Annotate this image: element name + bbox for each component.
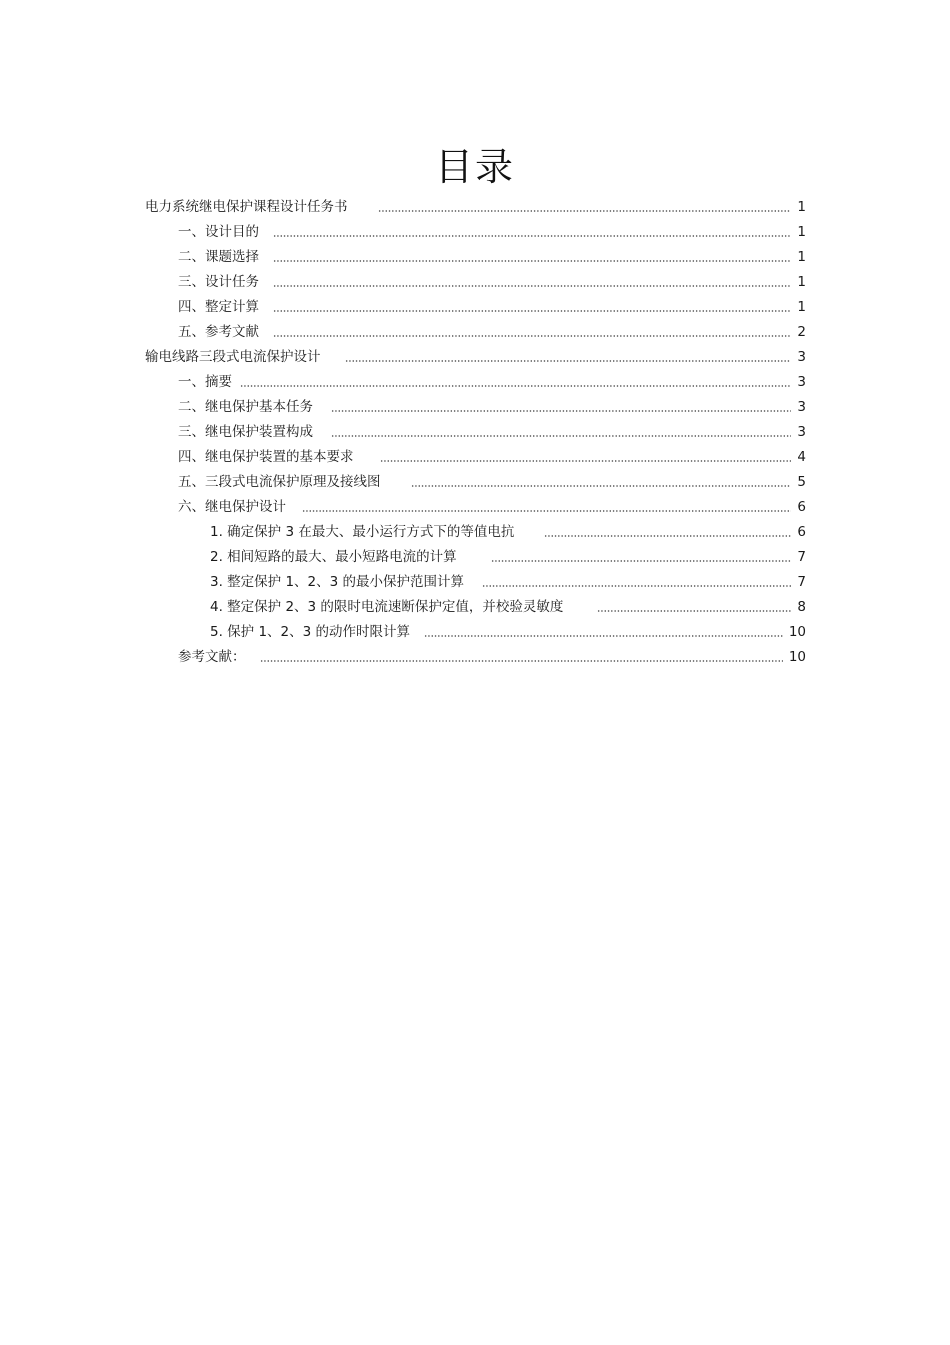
toc-entry-page: 1 bbox=[797, 274, 806, 290]
toc-dot-leader bbox=[378, 209, 792, 213]
toc-entry-label: 四、继电保护装置的基本要求 bbox=[178, 449, 354, 465]
toc-entry-page: 3 bbox=[797, 349, 806, 365]
toc-dot-leader bbox=[331, 409, 791, 413]
toc-entry-page: 7 bbox=[797, 574, 806, 590]
toc-entry-label: 一、摘要 bbox=[178, 374, 232, 390]
toc-dot-leader bbox=[544, 534, 791, 538]
toc-entry-chapter[interactable] bbox=[145, 342, 806, 366]
toc-entry-subsection[interactable] bbox=[210, 517, 806, 541]
toc-entry-page: 3 bbox=[797, 424, 806, 440]
toc-entry-section[interactable] bbox=[178, 217, 806, 241]
toc-dot-leader bbox=[273, 309, 791, 313]
toc-entry-page: 2 bbox=[797, 324, 806, 340]
toc-entry-subsection[interactable] bbox=[210, 567, 806, 591]
toc-entry-label: 二、课题选择 bbox=[178, 249, 259, 265]
toc-entry-label: 电力系统继电保护课程设计任务书 bbox=[145, 199, 348, 215]
toc-entry-page: 6 bbox=[797, 499, 806, 515]
toc-entry-label: 二、继电保护基本任务 bbox=[178, 399, 313, 415]
toc-dot-leader bbox=[411, 484, 792, 488]
toc-entry-subsection[interactable] bbox=[210, 592, 806, 616]
toc-entry-section[interactable] bbox=[178, 417, 806, 441]
toc-entry-page: 10 bbox=[788, 649, 806, 665]
toc-dot-leader bbox=[331, 434, 791, 438]
toc-dot-leader bbox=[260, 659, 783, 663]
toc-entry-label: 六、继电保护设计 bbox=[178, 499, 286, 515]
toc-entry-page: 1 bbox=[797, 199, 806, 215]
toc-entry-section[interactable] bbox=[178, 492, 806, 516]
toc-entry-label: 1. 确定保护 3 在最大、最小运行方式下的等值电抗 bbox=[210, 524, 515, 540]
toc-entry-section[interactable] bbox=[178, 442, 806, 466]
toc-dot-leader bbox=[424, 634, 783, 638]
toc-entry-references[interactable] bbox=[178, 642, 806, 666]
toc-dot-leader bbox=[273, 334, 791, 338]
toc-entry-section[interactable] bbox=[178, 242, 806, 266]
toc-entry-page: 1 bbox=[797, 224, 806, 240]
toc-entry-page: 3 bbox=[797, 374, 806, 390]
toc-dot-leader bbox=[345, 359, 792, 363]
page-title: 目录 bbox=[434, 145, 515, 189]
toc-entry-page: 4 bbox=[797, 449, 806, 465]
toc-entry-page: 10 bbox=[788, 624, 806, 640]
toc-entry-label: 五、参考文献 bbox=[178, 324, 259, 340]
toc-entry-page: 1 bbox=[797, 249, 806, 265]
toc-entry-label: 输电线路三段式电流保护设计 bbox=[145, 349, 321, 365]
toc-dot-leader bbox=[302, 509, 791, 513]
toc-entry-label: 4. 整定保护 2、3 的限时电流速断保护定值，并校验灵敏度 bbox=[210, 599, 564, 615]
toc-entry-label: 5. 保护 1、2、3 的动作时限计算 bbox=[210, 624, 411, 640]
toc-entry-subsection[interactable] bbox=[210, 617, 806, 641]
toc-entry-section[interactable] bbox=[178, 467, 806, 491]
toc-entry-page: 7 bbox=[797, 549, 806, 565]
toc-dot-leader bbox=[491, 559, 792, 563]
toc-entry-section[interactable] bbox=[178, 317, 806, 341]
toc-entry-section[interactable] bbox=[178, 292, 806, 316]
toc-dot-leader bbox=[380, 459, 792, 463]
toc-entry-label: 三、设计任务 bbox=[178, 274, 259, 290]
toc-entry-page: 3 bbox=[797, 399, 806, 415]
toc-dot-leader bbox=[482, 584, 791, 588]
toc-entry-page: 1 bbox=[797, 299, 806, 315]
toc-dot-leader bbox=[273, 284, 791, 288]
toc-entry-label: 四、整定计算 bbox=[178, 299, 259, 315]
toc-entry-label: 2. 相间短路的最大、最小短路电流的计算 bbox=[210, 549, 457, 565]
toc-entry-label: 一、设计目的 bbox=[178, 224, 259, 240]
toc-entry-page: 5 bbox=[797, 474, 806, 490]
toc-entry-page: 6 bbox=[797, 524, 806, 540]
toc-entry-page: 8 bbox=[797, 599, 806, 615]
toc-entry-chapter[interactable] bbox=[145, 192, 806, 216]
toc-entry-label: 三、继电保护装置构成 bbox=[178, 424, 313, 440]
toc-entry-section[interactable] bbox=[178, 367, 806, 391]
toc-entry-label: 五、三段式电流保护原理及接线图 bbox=[178, 474, 381, 490]
toc-entry-section[interactable] bbox=[178, 267, 806, 291]
toc-entry-section[interactable] bbox=[178, 392, 806, 416]
toc-entry-subsection[interactable] bbox=[210, 542, 806, 566]
toc-entry-label: 3. 整定保护 1、2、3 的最小保护范围计算 bbox=[210, 574, 465, 590]
toc-dot-leader bbox=[240, 384, 791, 388]
toc-dot-leader bbox=[597, 609, 791, 613]
toc-dot-leader bbox=[273, 234, 791, 238]
toc-dot-leader bbox=[273, 259, 791, 263]
toc-entry-label: 参考文献： bbox=[178, 649, 246, 665]
